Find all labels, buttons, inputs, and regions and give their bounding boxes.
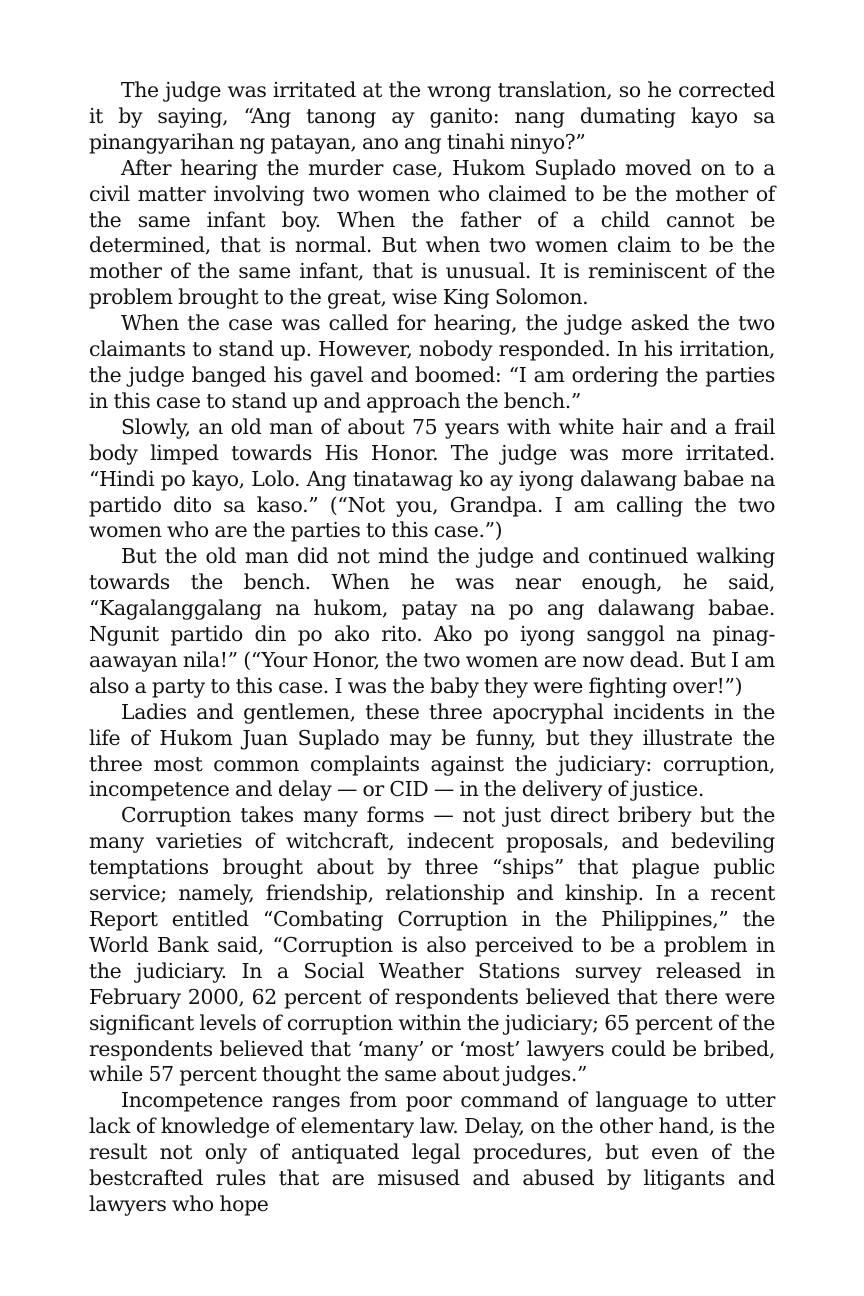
paragraph-cid-complaints: Ladies and gentlemen, these three apocryphal incidents in the life of Hukom Juan Suplado may be funny, but they illustrate the three most common complaints against the judiciary: corruption, incompetence and delay — or CID — in the delivery of justice. (89, 699, 775, 802)
paragraph-old-man-reply: But the old man did not mind the judge and continued walking towards the bench. When he was near enough, he said, “Kagalanggalang na hukom, patay na po ang dalawang babae. Ngunit partido din po ako rito. Ako po iyong sanggol na pinag-aawayan nila!” (“Your Honor, the two women are now dead. But I am also a party to this case. I was the baby they were fighting over!”) (89, 544, 775, 698)
paragraph-civil-matter: After hearing the murder case, Hukom Suplado moved on to a civil matter involving two women who claimed to be the mother of the same infant boy. When the father of a child cannot be determined, that is normal. But when two women claim to be the mother of the same infant, that is unusual. It is reminiscent of the problem brought to the great, wise King Solomon. (89, 155, 775, 310)
paragraph-case-called: When the case was called for hearing, the judge asked the two claimants to stand up. However, nobody responded. In his irritation, the judge banged his gavel and boomed: “I am ordering the parties in this case to stand up and approach the bench.” (89, 311, 775, 413)
paragraph-incompetence-delay: Incompetence ranges from poor command of language to utter lack of knowledge of elementary law. Delay, on the other hand, is the result not only of antiquated legal procedures, but even of the bestcrafted rules that are misused and abused by litigants and lawyers who hope (89, 1088, 775, 1216)
paragraph-judge-correction: The judge was irritated at the wrong translation, so he corrected it by saying, “Ang tanong ay ganito: nang dumating kayo sa pinangyarihan ng patayan, ano ang tinahi ninyo?” (89, 78, 775, 154)
paragraph-corruption: Corruption takes many forms — not just direct bribery but the many varieties of witchcraft, indecent proposals, and bedeviling temptations brought about by three “ships” that plague public service; namely, friendship, relationship and kinship. In a recent Report entitled “Combating Corruption in the Philippines,” the World Bank said, “Corruption is also perceived to be a problem in the judiciary. In a Social Weather Stations survey released in February 2000, 62 percent of respondents believed that there were significant levels of corruption within the judiciary; 65 percent of the respondents believed that ‘many’ or ‘most’ lawyers could be bribed, while 57 percent thought the same about judges.” (89, 803, 775, 1087)
paragraph-old-man: Slowly, an old man of about 75 years with white hair and a frail body limped towards His Honor. The judge was more irritated. “Hindi po kayo, Lolo. Ang tinatawag ko ay iyong dalawang babae na partido dito sa kaso.” (“Not you, Grandpa. I am calling the two women who are the parties to this case.”) (89, 414, 775, 543)
page-body (89, 78, 775, 1218)
